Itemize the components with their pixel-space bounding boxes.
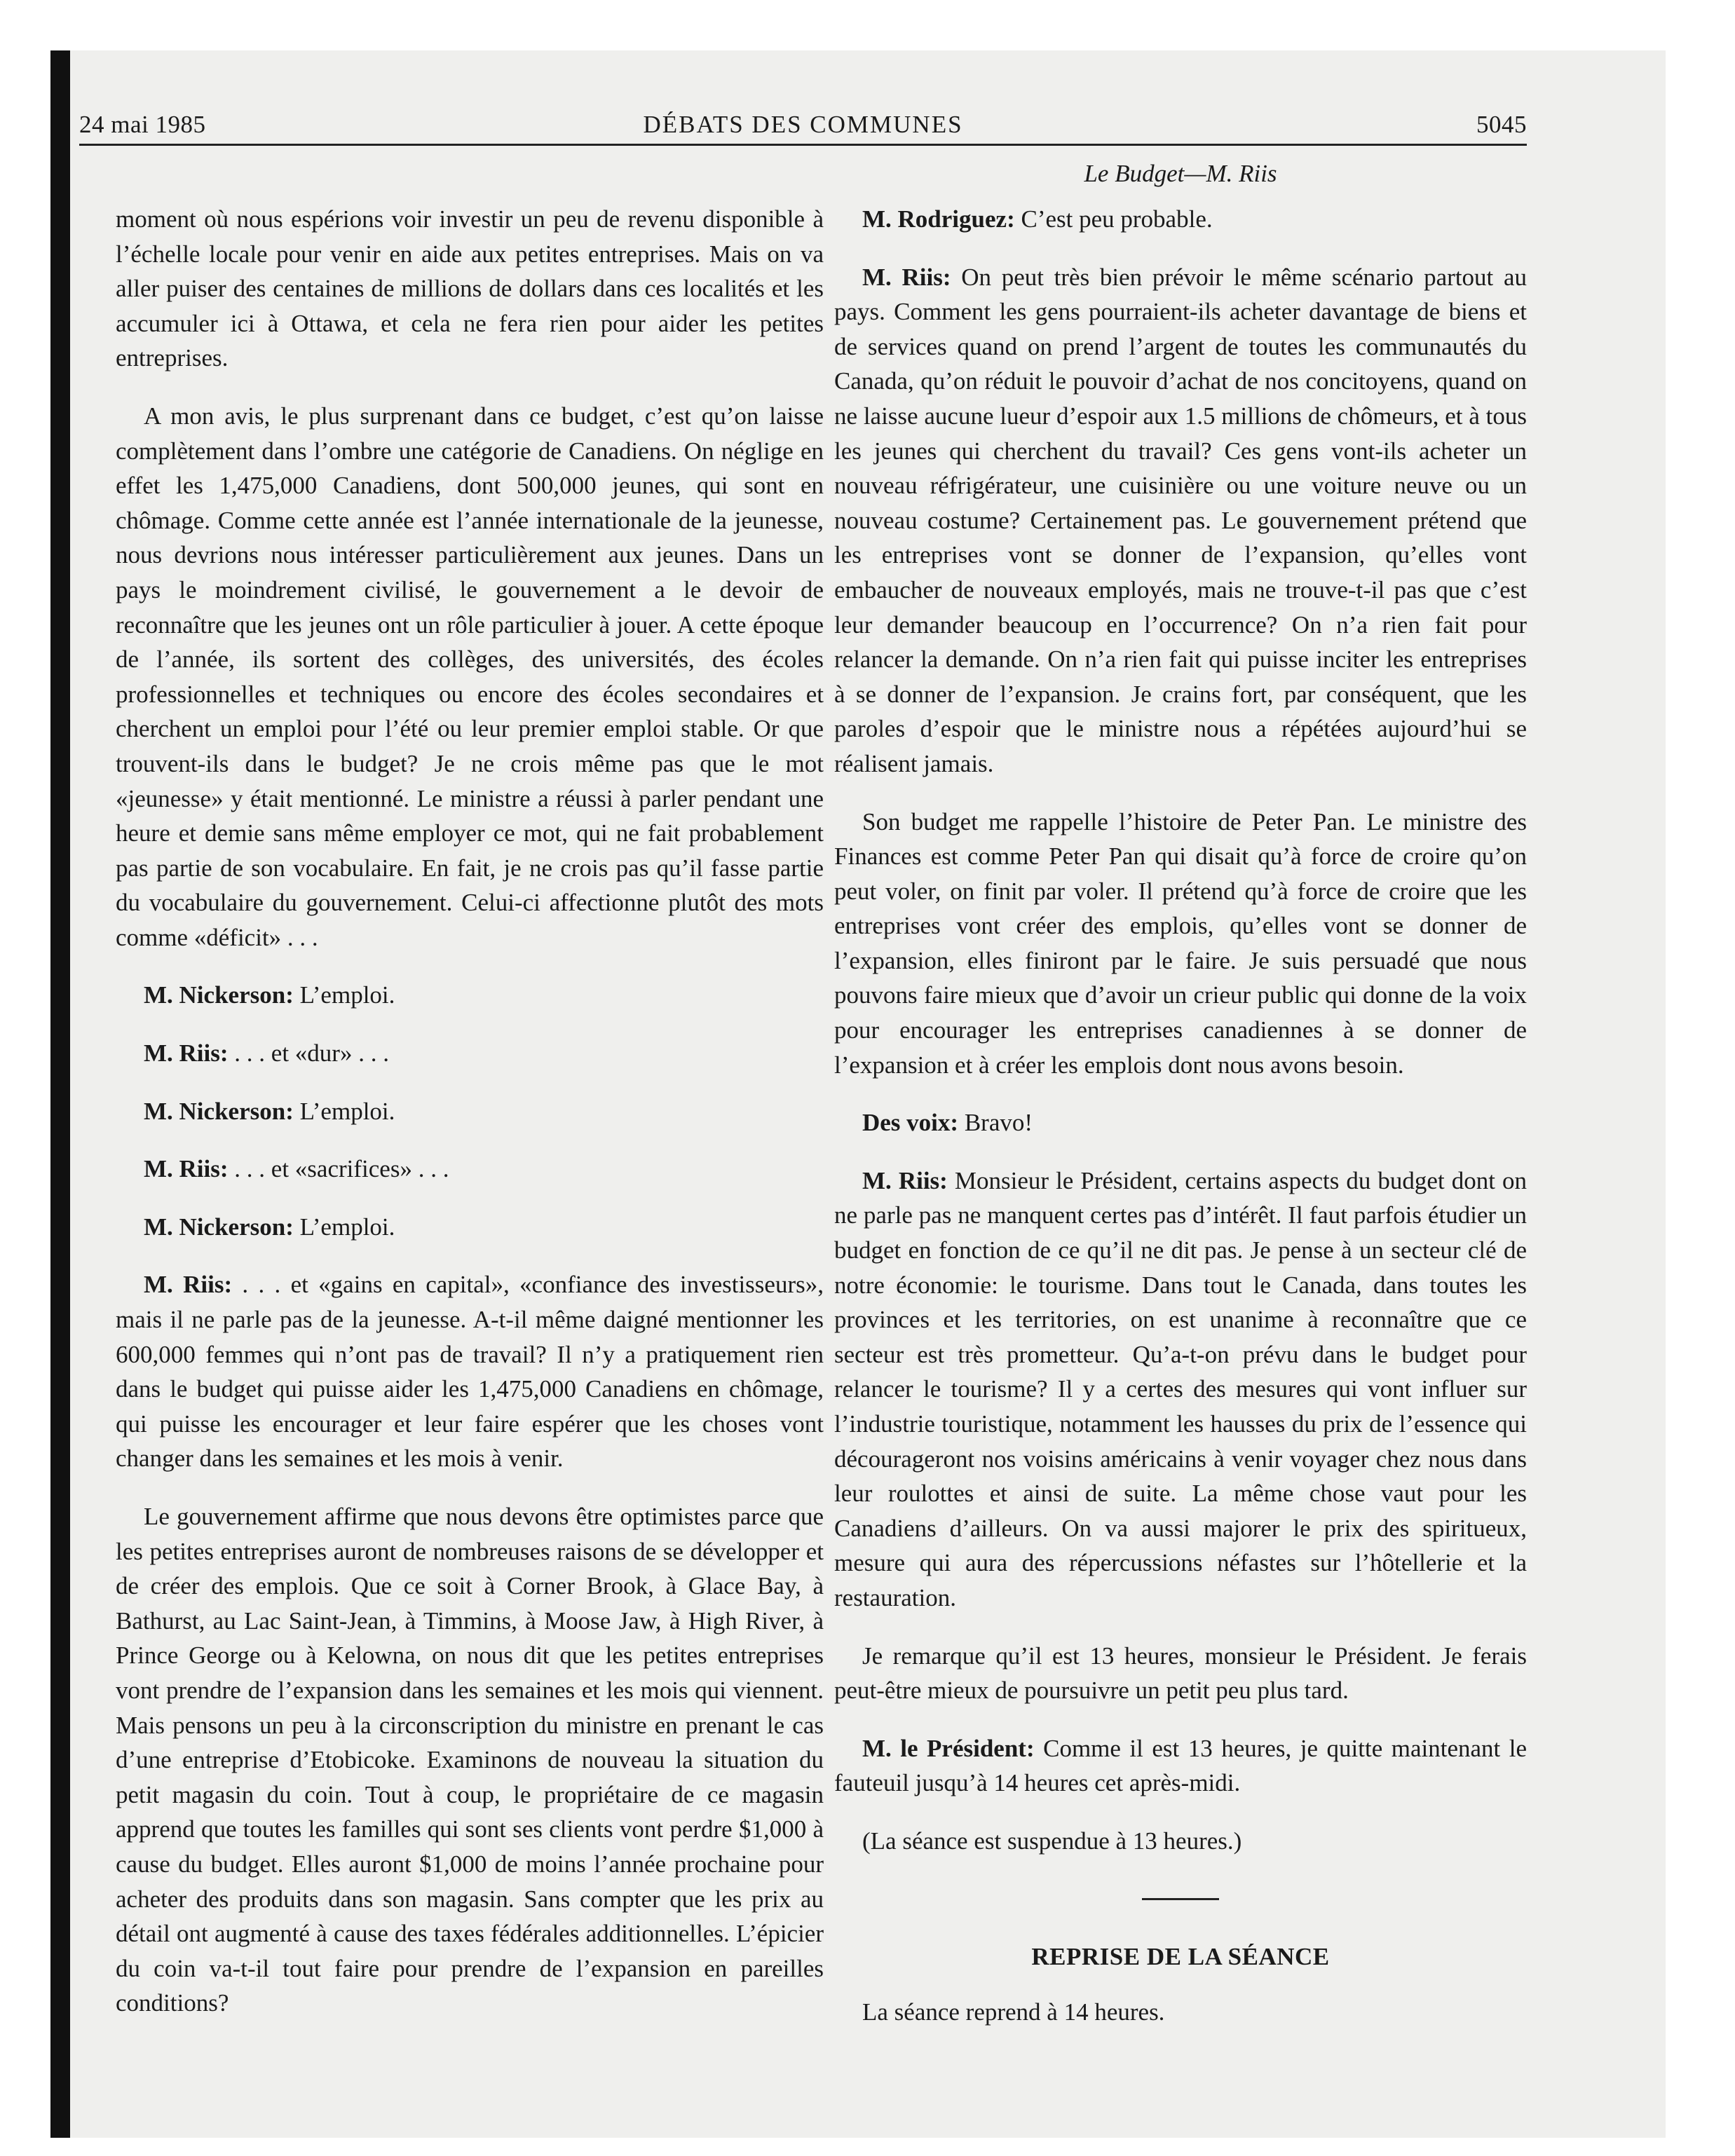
speaker-name: Des voix: — [862, 1109, 959, 1137]
speaker-name: M. Riis: — [862, 1166, 948, 1194]
right-column — [834, 202, 1527, 2053]
paragraph — [116, 202, 824, 376]
paragraph-text: Je remarque qu’il est 13 heures, monsieur le Président. Je ferais peut-être mieux de poursuivre un petit peu plus tard. — [834, 1642, 1527, 1705]
paragraph-text: Bravo! — [964, 1109, 1033, 1137]
speech-paragraph — [116, 1210, 824, 1245]
paragraph-text: L’emploi. — [299, 1213, 395, 1241]
speech-paragraph — [834, 1731, 1527, 1801]
speaker-name: M. Rodriguez: — [862, 205, 1015, 233]
speech-paragraph — [834, 202, 1527, 237]
speech-paragraph — [116, 1267, 824, 1476]
paragraph-text: La séance reprend à 14 heures. — [862, 1998, 1165, 2026]
paragraph-text: . . . et «gains en capital», «confiance des investisseurs», mais il ne parle pas de la jeunesse. A-t-il même daigné mentionner les 600,000 femmes qui n’ont pas de travail? Il n’y a pratiquement rien dans le budget qui puisse aider les 1,475,000 Canadiens en chômage, qui puisse les encourager et leur faire espérer que les choses vont changer dans les semaines et les mois à venir. — [116, 1271, 824, 1473]
paragraph-text: Le gouvernement affirme que nous devons être optimistes parce que les petites entreprises auront de nombreuses raisons de se développer et de créer des emplois. Que ce soit à Corner Brook, à Glace Bay, à Bathurst, au Lac Saint-Jean, à Timmins, à Moose Jaw, à High River, à Prince George ou à Kelowna, on nous dit que les petites entreprises vont prendre de l’expansion dans les semaines et les mois qui viennent. Mais pensons un peu à la circonscription du ministre en prenant le cas d’une entreprise d’Etobicoke. Examinons de nouveau la situation du petit magasin du coin. Tout à coup, le propriétaire de ce magasin apprend que toutes les familles qui sont ses clients vont perdre $1,000 à cause du budget. Elles auront $1,000 de moins l’année prochaine pour acheter des produits dans son magasin. Sans compter que les prix au détail ont augmenté à cause des taxes fédérales additionnelles. L’épicier du coin va-t-il tout faire pour prendre de l’expansion en pareilles conditions? — [116, 1503, 824, 2017]
paragraph-text: . . . et «dur» . . . — [234, 1039, 389, 1067]
speaker-name: M. Nickerson: — [144, 1097, 294, 1125]
speaker-name: M. le Président: — [862, 1734, 1035, 1762]
speaker-name: M. Nickerson: — [144, 1213, 294, 1241]
paragraph — [116, 1499, 824, 2021]
speaker-name: M. Nickerson: — [144, 981, 294, 1009]
section-separator — [1142, 1898, 1219, 1900]
paragraph — [834, 1995, 1527, 2030]
speech-paragraph — [116, 978, 824, 1013]
speaker-name: M. Riis: — [862, 263, 951, 291]
header-date: 24 mai 1985 — [79, 111, 206, 138]
speech-paragraph — [834, 1164, 1527, 1616]
paragraph-text: (La séance est suspendue à 13 heures.) — [862, 1827, 1242, 1855]
paragraph-text: A mon avis, le plus surprenant dans ce budget, c’est qu’on laisse complètement dans l’ombre une catégorie de Canadiens. On néglige en effet les 1,475,000 Canadiens, dont 500,000 jeunes, qui sont en chômage. Comme cette année est l’année internationale de la jeunesse, nous devrions nous intéresser particulièrement aux jeunes. Dans un pays le moindrement civilisé, le gouvernement a le devoir de reconnaître que les jeunes ont un rôle particulier à jouer. A cette époque de l’année, ils sortent des collèges, des universités, des écoles professionnelles et techniques ou encore des écoles secondaires et cherchent un emploi pour l’été ou leur premier emploi stable. Or que trouvent-ils dans le budget? Je ne crois même pas que le mot «jeunesse» y était mentionné. Le ministre a réussi à parler pendant une heure et demie sans même employer ce mot, qui ne fait probablement pas partie de son vocabulaire. En fait, je ne crois pas qu’il fasse partie du vocabulaire du gouvernement. Celui-ci affectionne plutôt des mots comme «déficit» . . . — [116, 402, 824, 951]
section-title: REPRISE DE LA SÉANCE — [1031, 1942, 1330, 1970]
paragraph-text: Comme il est 13 heures, je quitte maintenant le fauteuil jusqu’à 14 heures cet après-midi. — [834, 1734, 1527, 1797]
speech-paragraph — [834, 260, 1527, 782]
paragraph-text: C’est peu probable. — [1021, 205, 1213, 233]
speaker-name: M. Riis: — [144, 1155, 229, 1183]
page-number: 5045 — [1476, 111, 1527, 138]
speech-paragraph — [834, 1105, 1527, 1140]
speech-paragraph — [116, 1036, 824, 1071]
speaker-name: M. Riis: — [144, 1271, 233, 1299]
paragraph-text: Monsieur le Président, certains aspects du budget dont on ne parle pas ne manquent certes pas d’intérêt. Il faut parfois étudier un budget en fonction de ce qu’il ne dit pas. Je pense à un secteur clé de notre économie: le tourisme. Dans tout le Canada, dans toutes les provinces et les territories, on est unanime à reconnaître que ce secteur est très prometteur. Qu’a-t-on prévu dans le budget pour relancer le tourisme? Il y a certes des mesures qui vont influer sur l’industrie touristique, notamment les hausses du prix de l’essence qui décourageront nos voisins américains à venir voyager chez nous dans leur roulottes et ainsi de suite. La même chose vaut pour les Canadiens d’ailleurs. On va aussi majorer le prix des spiritueux, mesure qui aura des répercussions néfastes sur l’hôtellerie et la restauration. — [834, 1166, 1527, 1611]
paragraph — [116, 399, 824, 955]
header-rule — [79, 144, 1527, 146]
header-title: DÉBATS DES COMMUNES — [643, 111, 963, 138]
running-head: Le Budget—M. Riis — [1084, 160, 1277, 187]
paragraph-text: moment où nous espérions voir investir un peu de revenu disponible à l’échelle locale pour venir en aide aux petites entreprises. Mais on va aller puiser des centaines de millions de dollars dans ces localités et les accumuler ici à Ottawa, et cela ne fera rien pour aider les petites entreprises. — [116, 205, 824, 372]
speech-paragraph — [116, 1152, 824, 1187]
paragraph-text: L’emploi. — [299, 1097, 395, 1125]
paragraph — [834, 1639, 1527, 1708]
page-header — [79, 111, 1527, 160]
speaker-name: M. Riis: — [144, 1039, 229, 1067]
speech-paragraph — [116, 1094, 824, 1129]
paragraph-text: Son budget me rappelle l’histoire de Peter Pan. Le ministre des Finances est comme Peter Pan qui disait qu’à force de croire qu’on peut voler, on finit par voler. Il prétend qu’à force de croire que les entreprises vont créer des emplois, qu’elles vont se donner de l’expansion, elles finiront par le faire. Je suis persuadé que nous pouvons faire mieux que d’avoir un crieur public qui donne de la voix pour encourager les entreprises canadiennes à se donner de l’expansion et à créer les emplois dont nous avons besoin. — [834, 807, 1527, 1079]
paragraph-text: On peut très bien prévoir le même scénario partout au pays. Comment les gens pourraient-ils acheter davantage de biens et de services quand on prend l’argent de toutes les communautés du Canada, qu’on réduit le pouvoir d’achat de nos concitoyens, quand on ne laisse aucune lueur d’espoir aux 1.5 millions de chômeurs, et à tous les jeunes qui cherchent du travail? Ces gens vont-ils acheter un nouveau réfrigérateur, une cuisinière ou une voiture neuve ou un nouveau costume? Certainement pas. Le gouvernement prétend que les entreprises vont se donner de l’expansion, qu’elles vont embaucher de nouveaux employés, mais ne trouve-t-il pas que c’est leur demander beaucoup en l’occurrence? On n’a rien fait pour relancer la demande. On n’a rien fait qui puisse inciter les entreprises à se donner de l’expansion. Je crains fort, par conséquent, que les paroles d’espoir que le ministre nous a répétées aujourd’hui se réalisent jamais. — [834, 263, 1528, 777]
paragraph-text: . . . et «sacrifices» . . . — [234, 1155, 449, 1183]
paragraph-text: L’emploi. — [299, 981, 395, 1009]
left-column — [116, 202, 824, 2044]
paragraph — [834, 805, 1527, 1083]
scan-edge — [50, 50, 70, 2138]
paragraph — [834, 1824, 1527, 1859]
